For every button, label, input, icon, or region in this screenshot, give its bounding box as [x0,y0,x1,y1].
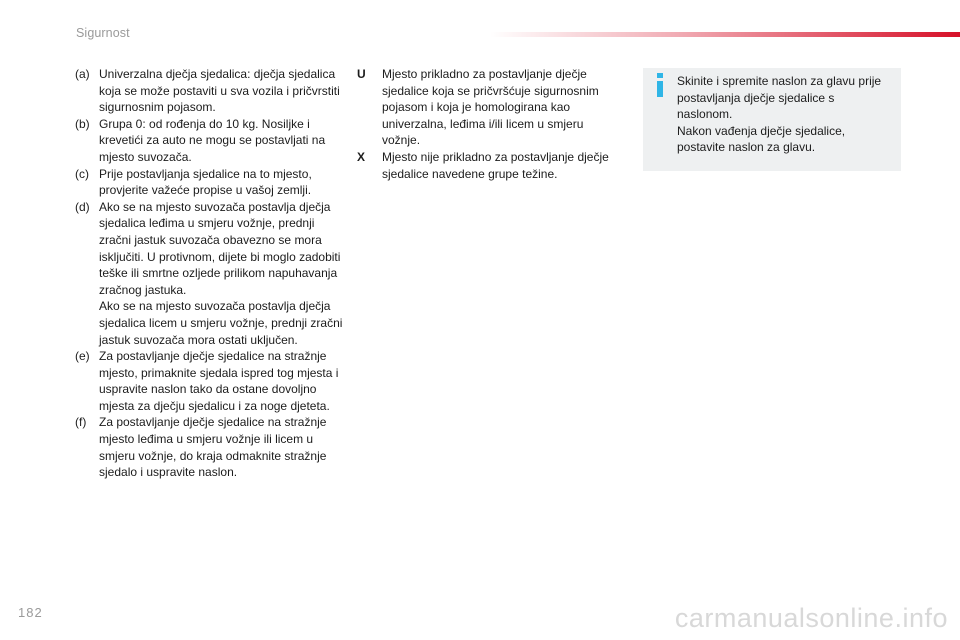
info-note-line: Skinite i spremite naslon za glavu prije postavljanja dječje sjedalice s naslonom. [677,74,882,122]
footnote-text: Za postavljanje dječje sjedalice na stražnje mjesto, primaknite sjedala ispred tog mjesta i uspravite naslon tako da ostane dovoljno mjesta za dječju sjedalicu i za noge djeteta. [99,349,339,413]
footnote-item-c [75,166,347,199]
legend-marker: U [357,67,366,81]
footnote-item-f [75,414,347,480]
footnote-item-a [75,66,347,116]
footnote-item-e [75,348,347,414]
info-note-box [643,68,901,171]
site-watermark: carmanualsonline.info [674,603,948,633]
footnote-text: Univerzalna dječja sjedalica: dječja sjedalica koja se može postaviti u sva vozila i pričvrstiti sigurnosnim pojasom. [99,67,340,115]
page-number: 182 [18,605,43,620]
footnote-text-group [99,199,347,348]
footnote-item-b [75,116,347,166]
footnote-marker: (f) [75,415,87,430]
footnote-marker: (d) [75,199,90,214]
footnote-text: Ako se na mjesto suvozača postavlja dječja sjedalica leđima u smjeru vožnje, prednji zračni jastuk suvozača obavezno se mora isključiti. U protivnom, dijete bi moglo zadobiti teške ili smrtne ozljede prilikom napuhavanja zračnog jastuka. [99,199,341,297]
footnote-text-continued: Ako se na mjesto suvozača postavlja dječja sjedalica licem u smjeru vožnje, prednji zračni jastuk suvozača mora ostati uključen. [99,299,343,347]
footnote-text: Prije postavljanja sjedalice na to mjesto, provjerite važeće propise u vašoj zemlji. [99,166,312,198]
legend-item-u [357,66,622,149]
legend-column [357,66,622,182]
legend-item-x [357,149,622,182]
page-section-title: Sigurnost [76,26,130,40]
footnote-text: Za postavljanje dječje sjedalice na stražnje mjesto leđima u smjeru vožnje ili licem u smjeru vožnje, do kraja odmaknite stražnje sjedalo i uspravite naslon. [99,415,327,480]
info-note-text [677,73,892,156]
footnote-marker: (a) [75,67,90,81]
header-accent-rule [490,32,960,37]
info-icon [653,73,667,97]
left-column [75,66,347,481]
footnote-marker: (c) [75,166,89,181]
legend-text: Mjesto prikladno za postavljanje dječje sjedalice koja se pričvršćuje sigurnosnim pojasom i koja je homologirana kao univerzalna, leđima i/ili licem u smjeru vožnje. [382,67,599,148]
footnote-item-d [75,199,347,348]
footnote-marker: (e) [75,349,90,364]
footnote-text: Grupa 0: od rođenja do 10 kg. Nosiljke i krevetići za auto ne mogu se postavljati na mjesto suvozača. [99,116,326,164]
info-note-line: Nakon vađenja dječje sjedalice, postavite naslon za glavu. [677,123,846,155]
footnote-marker: (b) [75,116,90,131]
legend-marker: X [357,149,366,164]
legend-text: Mjesto nije prikladno za postavljanje dječje sjedalice navedene grupe težine. [382,149,609,181]
